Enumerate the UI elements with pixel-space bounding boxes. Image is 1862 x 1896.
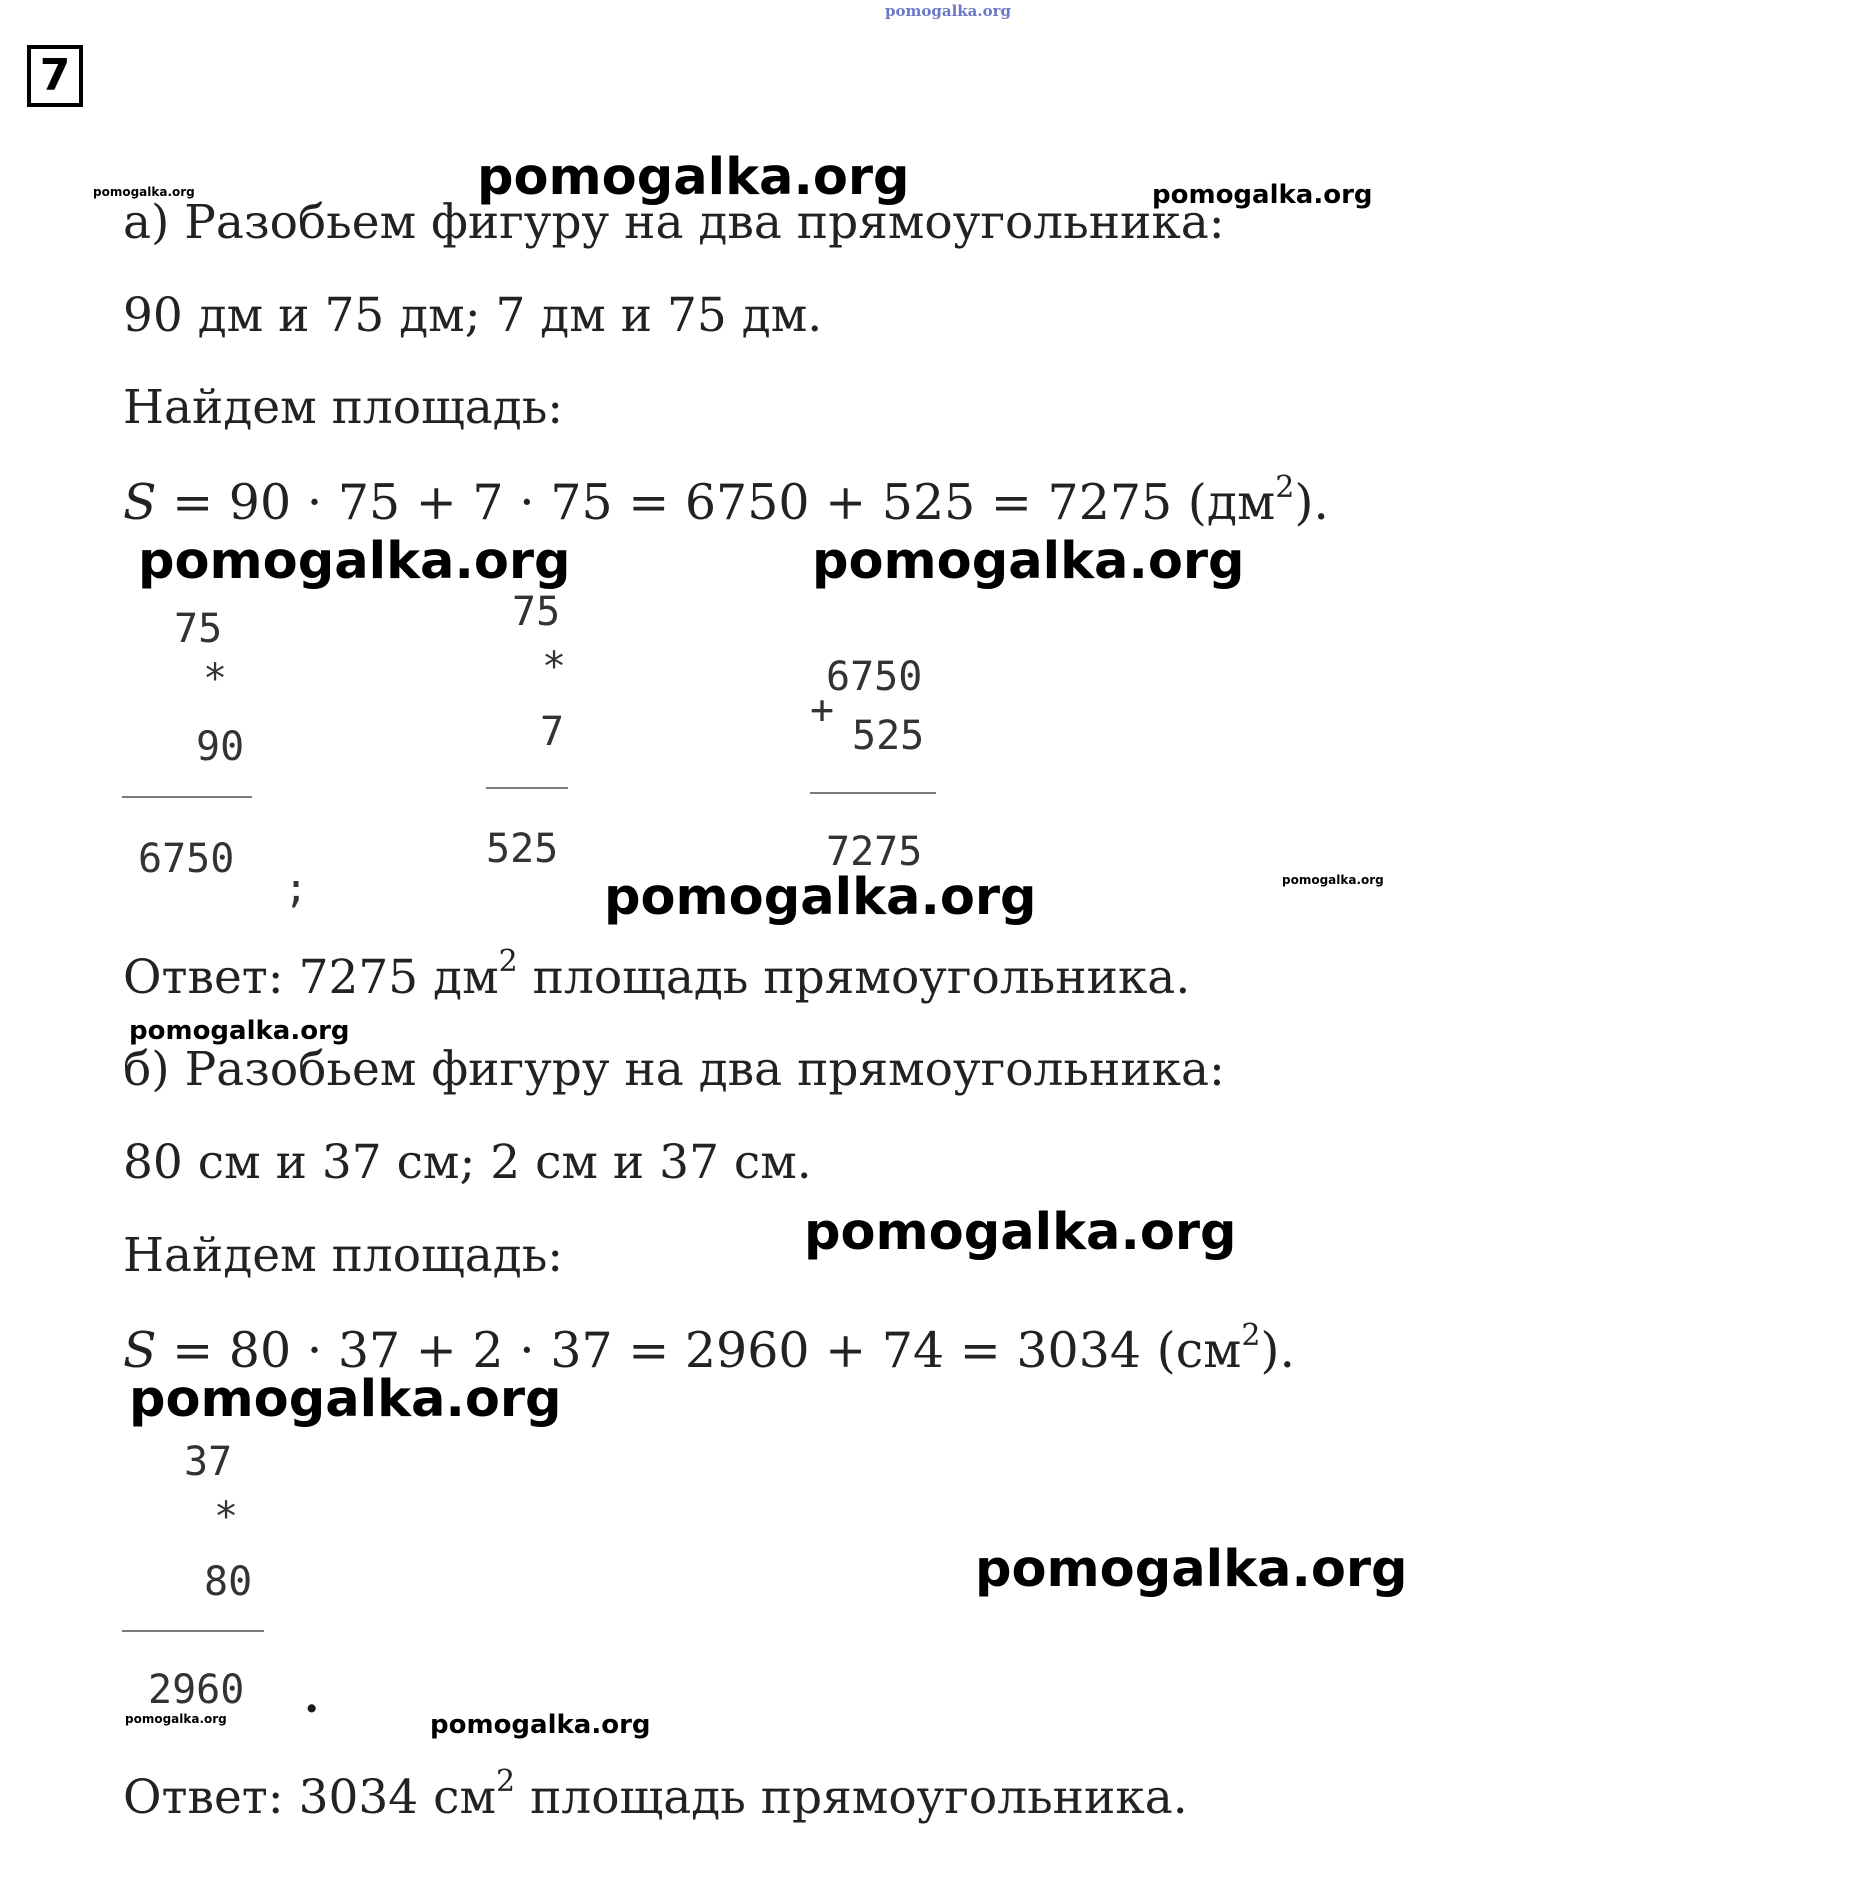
col2-operand-b: 7 [540,709,565,755]
col3-operand-a: 6750 [826,654,923,700]
col1-operator: * [203,656,228,702]
watermark: pomogalka.org [812,532,1245,591]
formula-tail: ). [1294,474,1330,531]
part-a-dimensions: 90 дм и 75 дм; 7 дм и 75 дм. [123,288,823,343]
watermark-top: pomogalka.org [885,2,1012,20]
colb-result: 2960 [148,1667,245,1713]
answer-prefix: Ответ: 7275 дм [123,950,499,1005]
col1-operand-a: 75 [174,606,223,652]
watermark: pomogalka.org [129,1370,562,1429]
formula-variable: S [123,1322,157,1379]
part-b-find-area: Найдем площадь: [123,1228,564,1283]
col2-operand-a: 75 [512,589,561,635]
colb-operand-b: 80 [204,1559,253,1605]
col1-separator: ; [284,866,309,912]
watermark-small: pomogalka.org [1282,873,1384,887]
watermark: pomogalka.org [477,148,910,207]
formula-tail: ). [1260,1322,1296,1379]
watermark: pomogalka.org [975,1540,1408,1599]
col3-divider [810,792,936,794]
watermark-small: pomogalka.org [125,1712,227,1726]
col3-result: 7275 [826,829,923,875]
task-number: 7 [27,45,83,107]
formula-expression: = 90 · 75 + 7 · 75 = 6750 + 525 = 7275 (дм [156,474,1276,531]
watermark: pomogalka.org [804,1203,1237,1262]
watermark-medium: pomogalka.org [129,1016,350,1046]
col1-divider [122,796,252,798]
col2-divider [486,787,568,789]
formula-variable: S [123,474,157,531]
answer-prefix: Ответ: 3034 см [123,1770,497,1825]
part-a-answer [123,944,1191,1006]
colb-operand-a: 37 [184,1439,233,1485]
col3-operand-b: 525 [852,713,925,759]
colb-separator: . [304,1672,320,1723]
part-b-dimensions: 80 см и 37 см; 2 см и 37 см. [123,1135,812,1190]
formula-exponent: 2 [1275,470,1295,505]
col2-operator: * [542,644,567,690]
answer-suffix: площадь прямоугольника. [515,1770,1188,1825]
answer-suffix: площадь прямоугольника. [517,950,1191,1005]
col3-operator: + [810,687,835,733]
col2-result: 525 [486,826,559,872]
watermark: pomogalka.org [138,532,571,591]
colb-divider [122,1630,264,1632]
answer-exponent: 2 [496,1764,516,1799]
part-b-answer [123,1764,1188,1826]
formula-exponent: 2 [1241,1318,1261,1353]
watermark-medium: pomogalka.org [430,1710,651,1740]
part-a-intro: а) Разобьем фигуру на два прямоугольника: [123,195,1225,250]
watermark-medium: pomogalka.org [1152,180,1373,210]
colb-operator: * [214,1494,239,1540]
part-a-find-area: Найдем площадь: [123,380,564,435]
part-a-formula [123,470,1330,531]
answer-exponent: 2 [498,944,518,979]
col1-result: 6750 [138,836,235,882]
watermark: pomogalka.org [604,868,1037,927]
formula-expression: = 80 · 37 + 2 · 37 = 2960 + 74 = 3034 (см [156,1322,1242,1379]
part-b-intro: б) Разобьем фигуру на два прямоугольника: [123,1042,1225,1097]
watermark-small: pomogalka.org [93,185,195,199]
col1-operand-b: 90 [196,724,245,770]
